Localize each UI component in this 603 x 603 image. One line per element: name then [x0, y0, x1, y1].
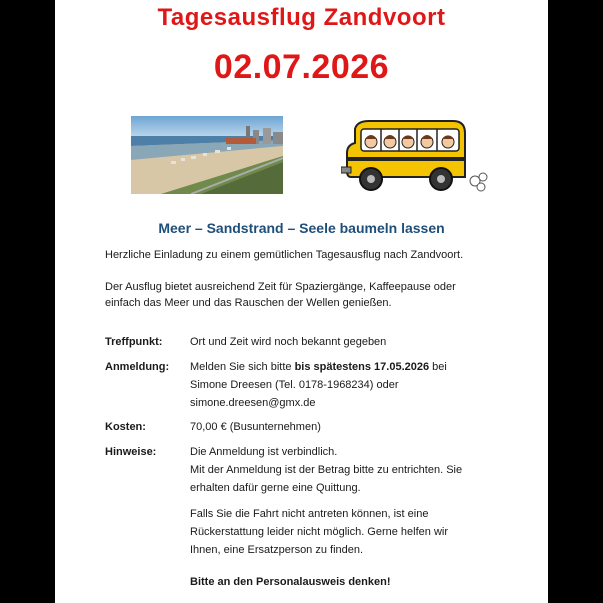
hinweise-label: Hinweise:: [105, 446, 157, 458]
intro-text: Herzliche Einladung zu einem gemütlichen Tagesausflug nach Zandvoort.: [105, 249, 464, 261]
treffpunkt-label: Treffpunkt:: [105, 336, 163, 348]
beach-photo: [131, 116, 283, 194]
school-bus-illustration: [341, 115, 491, 197]
anmeldung-line-1: Melden Sie sich bitte bis spätestens 17.05.2026 bei: [190, 361, 447, 373]
treffpunkt-value: Ort und Zeit wird noch bekannt gegeben: [190, 336, 387, 348]
contact-email: simone.dreesen@gmx.de: [190, 397, 316, 409]
anmeldung-line-2: Simone Dreesen (Tel. 0178-1968234) oder: [190, 379, 399, 391]
id-reminder: Bitte an den Personalausweis denken!: [190, 576, 391, 588]
subtitle: Meer – Sandstrand – Seele baumeln lassen: [158, 220, 445, 236]
hinweise-value: [190, 443, 520, 591]
description-line-2: einfach das Meer und das Rauschen der Wellen genießen.: [105, 297, 392, 309]
flyer-page: [55, 0, 548, 603]
deadline: bis spätestens 17.05.2026: [294, 361, 430, 373]
flyer-title: Tagesausflug Zandvoort: [157, 4, 446, 31]
anmeldung-value: [190, 358, 520, 412]
hinweise-line-4: Falls Sie die Fahrt nicht antreten können, ist eine: [190, 508, 429, 520]
anmeldung-label: Anmeldung:: [105, 361, 170, 373]
kosten-value: 70,00 € (Busunternehmen): [190, 421, 321, 433]
description-line-1: Der Ausflug bietet ausreichend Zeit für Spaziergänge, Kaffeepause oder: [105, 281, 456, 293]
hinweise-line-2: Mit der Anmeldung ist der Betrag bitte zu entrichten. Sie: [190, 464, 463, 476]
event-date: 02.07.2026: [213, 48, 390, 86]
hinweise-line-3: erhalten dafür gerne eine Quittung.: [190, 482, 361, 494]
hinweise-line-1: Die Anmeldung ist verbindlich.: [190, 446, 338, 458]
kosten-label: Kosten:: [105, 421, 146, 433]
hinweise-line-5: Rückerstattung leider nicht möglich. Gerne helfen wir: [190, 526, 449, 538]
hinweise-line-6: Ihnen, eine Ersatzperson zu finden.: [190, 544, 364, 556]
